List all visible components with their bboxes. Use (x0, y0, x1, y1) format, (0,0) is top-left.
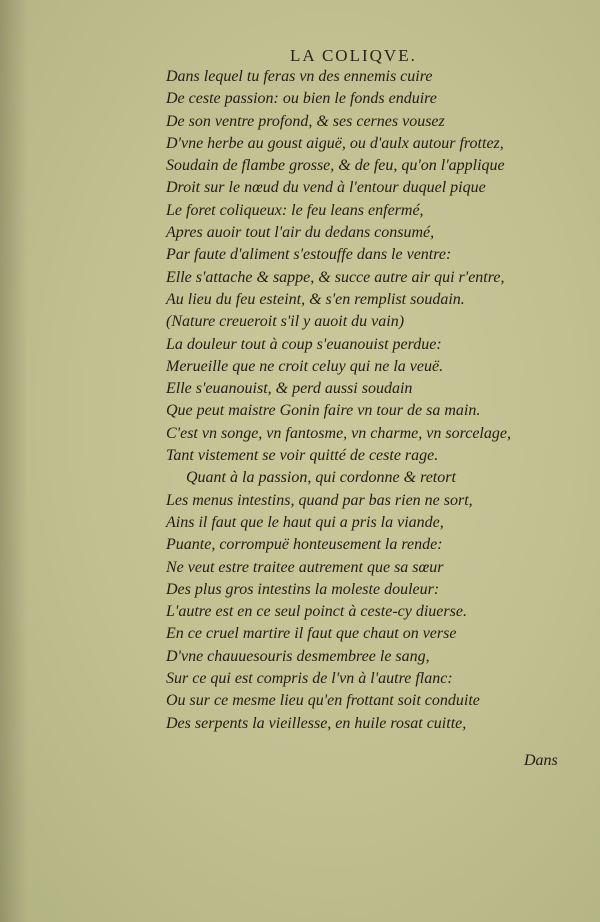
verse-line: L'autre est en ce seul poinct à ceste-cy diuerse. (166, 603, 467, 621)
verse-line: Par faute d'aliment s'estouffe dans le ventre: (166, 246, 452, 264)
verse-line: (Nature creueroit s'il y auoit du vain) (166, 313, 405, 331)
verse-line: C'est vn songe, vn fantosme, vn charme, vn sorcelage, (166, 424, 511, 442)
verse-line: La douleur tout à coup s'euanouist perdue: (166, 335, 442, 353)
verse-line: De ceste passion: ou bien le fonds enduire (166, 90, 437, 108)
running-head: LA COLIQVE. (290, 46, 417, 65)
verse-line: Ains il faut que le haut qui a pris la viande, (166, 513, 444, 531)
verse-line: Que peut maistre Gonin faire vn tour de sa main. (166, 402, 481, 420)
verse-line: Merueille que ne croit celuy qui ne la veuë. (166, 357, 444, 375)
verse-line: Des serpents la vieillesse, en huile rosat cuitte, (166, 714, 467, 732)
verse-line: Elle s'attache & sappe, & succe autre air qui r'entre, (166, 268, 505, 286)
verse-line: D'vne herbe au goust aiguë, ou d'aulx autour frottez, (166, 134, 504, 152)
verse-line: Puante, corrompuë honteusement la rende: (166, 536, 443, 554)
verse-line: Les menus intestins, quand par bas rien ne sort, (166, 491, 473, 509)
verse-line: De son ventre profond, & ses cernes vousez (166, 112, 445, 130)
verse-line: Le foret coliqueux: le feu leans enfermé, (166, 201, 424, 219)
page-gutter-shadow (0, 0, 28, 922)
verse-line: Apres auoir tout l'air du dedans consumé, (166, 224, 435, 242)
verse-list (166, 66, 566, 735)
verse-line: Ne veut estre traitee autrement que sa sœur (166, 558, 444, 576)
verse-line: Droit sur le nœud du vend à l'entour duquel pique (166, 179, 486, 197)
catchword: Dans (524, 752, 558, 769)
verse-line-indented: Quant à la passion, qui cordonne & retort (186, 469, 456, 487)
verse-line: Dans lequel tu feras vn des ennemis cuire (166, 68, 433, 85)
verse-line: Soudain de flambe grosse, & de feu, qu'on l'applique (166, 157, 505, 175)
verse-line: En ce cruel martire il faut que chaut on verse (166, 625, 457, 643)
verse-line: Ou sur ce mesme lieu qu'en frottant soit conduite (166, 692, 480, 710)
verse-line: D'vne chauuesouris desmembree le sang, (166, 647, 430, 665)
verse-line: Sur ce qui est compris de l'vn à l'autre flanc: (166, 670, 453, 688)
verse-line: Tant vistement se voir quitté de ceste rage. (166, 447, 439, 465)
verse-line: Des plus gros intestins la moleste douleur: (166, 580, 440, 598)
verse-line: Elle s'euanouist, & perd aussi soudain (166, 380, 413, 398)
verse-line: Au lieu du feu esteint, & s'en remplist soudain. (166, 290, 465, 308)
